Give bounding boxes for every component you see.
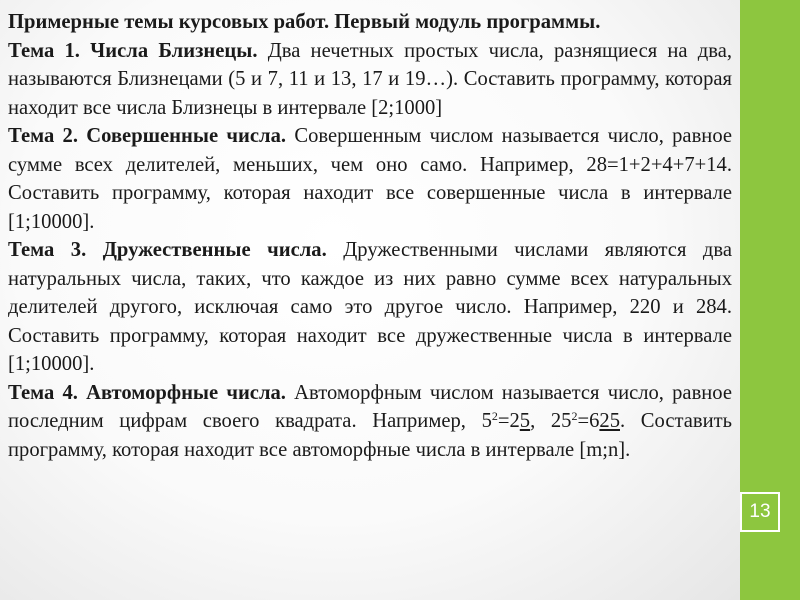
topic-4-underline-a: 5	[519, 410, 531, 432]
topic-4	[8, 379, 732, 465]
topic-4-text-b: =2	[497, 410, 520, 432]
slide-heading: Примерные темы курсовых работ. Первый модуль программы.	[8, 11, 601, 33]
topic-4-underline-b: 25	[599, 410, 620, 432]
topic-4-sup-a: 2	[491, 409, 498, 423]
topic-4-text-d: =6	[577, 410, 600, 432]
topic-2-text: Совершенным числом называется число, равное сумме всех делителей, меньших, чем оно само. Например, 28=1+2+4+7+14. Составить программу, которая находит все совершенные числа в интервале [1;10000].	[8, 125, 733, 233]
topic-3	[8, 236, 732, 379]
topic-4-sup-b: 2	[571, 409, 578, 423]
slide-content	[8, 8, 732, 464]
topic-4-text-e: . Составить программу, которая находит все автоморфные числа в интервале [m;n].	[8, 410, 732, 461]
topic-1-text: Два нечетных простых числа, разнящиеся на два, называются Близнецами (5 и 7, 11 и 13, 17 и 19…). Составить программу, которая находит все числа Близнецы в интервале [2;1000]	[8, 39, 732, 119]
slide-number: 13	[740, 492, 780, 532]
topic-3-label: Тема 3. Дружественные числа.	[8, 239, 327, 261]
topic-3-text: Дружественными числами являются два натуральных числа, таких, что каждое из них равно сумме всех натуральных делителей другого, исключая само это другое число. Например, 220 и 284. Составить программу, которая находит все дружественные числа в интервале [1;10000].	[8, 239, 732, 375]
topic-4-text-c: , 25	[530, 410, 572, 432]
topic-1-label: Тема 1. Числа Близнецы.	[8, 39, 258, 62]
topic-2	[8, 122, 732, 236]
topic-1	[8, 37, 732, 123]
topic-4-label: Тема 4. Автоморфные числа.	[8, 381, 286, 404]
topic-2-label: Тема 2. Совершенные числа.	[8, 125, 287, 147]
topic-4-text-a: Автоморфным числом называется число, равное последним цифрам своего квадрата. Например, 5	[8, 381, 732, 432]
